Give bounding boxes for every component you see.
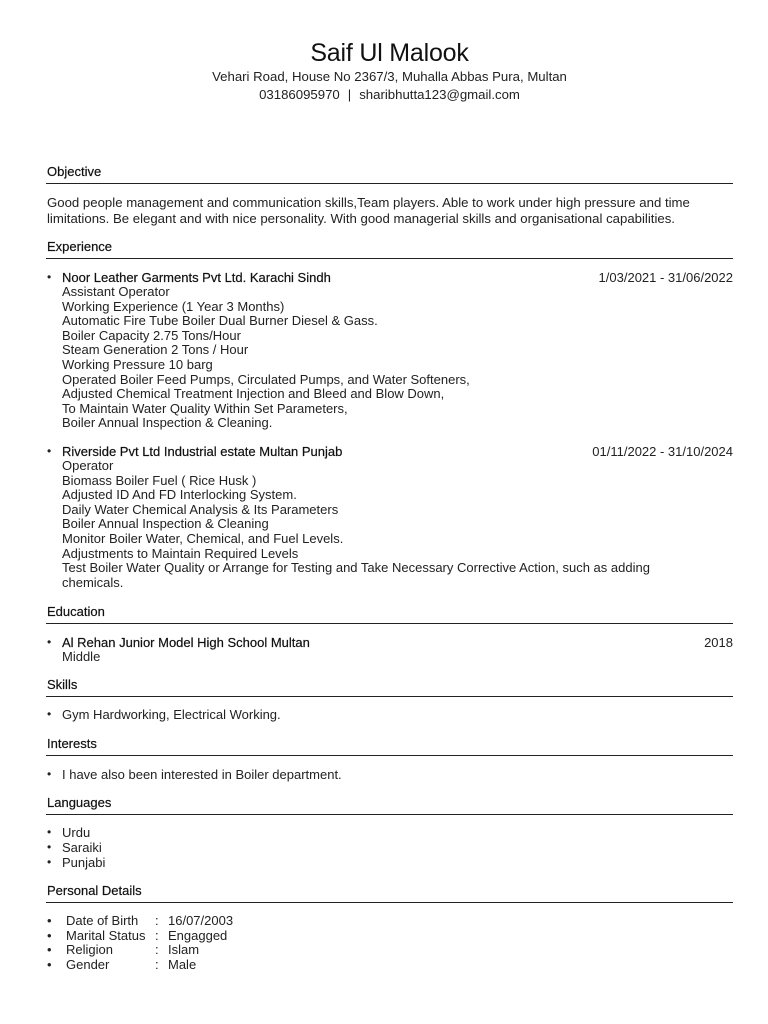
contact-separator: | bbox=[347, 87, 352, 102]
experience-heading: Experience bbox=[46, 238, 733, 259]
detail-row bbox=[46, 943, 233, 958]
detail-value: Islam bbox=[168, 942, 200, 958]
resume-page bbox=[46, 0, 733, 973]
objective-heading: Objective bbox=[46, 163, 733, 184]
detail-line: Steam Generation 2 Tons / Hour bbox=[62, 342, 249, 358]
skills-section bbox=[46, 676, 733, 722]
objective-section bbox=[46, 163, 733, 227]
experience-item bbox=[46, 270, 733, 431]
objective-text: Good people management and communication skills,Team players. Able to work under high pressure and time limitations. Be elegant and with nice personality. With good managerial skills and organisational capabilities. bbox=[47, 195, 690, 226]
contact-info bbox=[46, 86, 733, 104]
detail-label: Gender bbox=[66, 956, 110, 972]
candidate-name: Saif Ul Malook bbox=[310, 39, 469, 67]
detail-value: 16/07/2003 bbox=[168, 912, 234, 928]
detail-colon: : bbox=[155, 956, 159, 972]
detail-line: Operated Boiler Feed Pumps, Circulated Pumps, and Water Softeners, bbox=[62, 371, 470, 387]
experience-item bbox=[46, 444, 733, 590]
experience-employer: • Noor Leather Garments Pvt Ltd. Karachi Sindh bbox=[62, 270, 331, 285]
education-year: 2018 bbox=[704, 635, 733, 651]
detail-line: Operator bbox=[62, 457, 114, 473]
detail-label: Religion bbox=[66, 942, 113, 958]
bullet: • bbox=[47, 956, 52, 972]
bullet: • bbox=[47, 942, 52, 958]
detail-value: Male bbox=[168, 956, 197, 972]
skill-item: • Gym Hardworking, Electrical Working. bbox=[46, 707, 733, 722]
interests-heading: Interests bbox=[46, 735, 733, 756]
education-section bbox=[46, 603, 733, 665]
detail-row bbox=[46, 958, 233, 973]
bullet: • bbox=[47, 927, 52, 943]
detail-colon: : bbox=[155, 912, 159, 928]
education-level: Middle bbox=[62, 649, 101, 665]
detail-line: chemicals. bbox=[62, 574, 124, 590]
detail-line: Boiler Annual Inspection & Cleaning. bbox=[62, 415, 273, 431]
detail-label: Date of Birth bbox=[66, 912, 139, 928]
detail-value: Engagged bbox=[168, 927, 228, 943]
detail-colon: : bbox=[155, 942, 159, 958]
personal-details-heading: Personal Details bbox=[46, 882, 733, 903]
experience-section bbox=[46, 238, 733, 590]
detail-line: Daily Water Chemical Analysis & Its Parameters bbox=[62, 501, 339, 517]
detail-row bbox=[46, 929, 233, 944]
language-item: • Saraiki bbox=[46, 840, 733, 855]
detail-line: Working Pressure 10 barg bbox=[62, 356, 213, 372]
resume-header bbox=[46, 38, 733, 104]
detail-line: Automatic Fire Tube Boiler Dual Burner Diesel & Gass. bbox=[62, 313, 378, 329]
interest-item: • I have also been interested in Boiler department. bbox=[46, 767, 733, 782]
personal-details-table bbox=[46, 914, 233, 973]
detail-line: Monitor Boiler Water, Chemical, and Fuel Levels. bbox=[62, 530, 344, 546]
detail-row bbox=[46, 914, 233, 929]
detail-line: Test Boiler Water Quality or Arrange for Testing and Take Necessary Corrective Action, such as adding bbox=[62, 560, 650, 576]
experience-details bbox=[62, 285, 733, 431]
address: Vehari Road, House No 2367/3, Muhalla Abbas Pura, Multan bbox=[212, 69, 567, 84]
education-heading: Education bbox=[46, 603, 733, 624]
detail-line: To Maintain Water Quality Within Set Parameters, bbox=[62, 400, 348, 416]
detail-label: Marital Status bbox=[66, 927, 146, 943]
experience-employer: • Riverside Pvt Ltd Industrial estate Multan Punjab bbox=[62, 443, 343, 459]
skills-heading: Skills bbox=[46, 676, 733, 697]
experience-dates: 1/03/2021 - 31/06/2022 bbox=[598, 270, 733, 285]
detail-line: Boiler Annual Inspection & Cleaning bbox=[62, 516, 269, 532]
detail-line: Boiler Capacity 2.75 Tons/Hour bbox=[62, 327, 241, 343]
languages-heading: Languages bbox=[46, 794, 733, 815]
email-address: sharibhutta123@gmail.com bbox=[359, 87, 520, 102]
detail-line: Assistant Operator bbox=[62, 284, 170, 299]
language-item: • Urdu bbox=[46, 825, 733, 840]
detail-line: Biomass Boiler Fuel ( Rice Husk ) bbox=[62, 472, 257, 488]
interests-section bbox=[46, 735, 733, 782]
education-details bbox=[62, 650, 733, 665]
phone-number: 03186095970 bbox=[259, 87, 340, 102]
experience-details bbox=[62, 459, 733, 590]
language-item: • Punjabi bbox=[46, 855, 733, 870]
detail-line: Adjusted ID And FD Interlocking System. bbox=[62, 487, 297, 503]
bullet: • bbox=[47, 912, 52, 928]
school-name: • Al Rehan Junior Model High School Multan bbox=[62, 635, 310, 651]
detail-line: Adjusted Chemical Treatment Injection and Bleed and Blow Down, bbox=[62, 386, 445, 402]
languages-section bbox=[46, 794, 733, 870]
detail-colon: : bbox=[155, 927, 159, 943]
detail-line: Adjustments to Maintain Required Levels bbox=[62, 545, 299, 561]
detail-line: Working Experience (1 Year 3 Months) bbox=[62, 298, 285, 314]
experience-dates: 01/11/2022 - 31/10/2024 bbox=[592, 443, 733, 459]
personal-details-section bbox=[46, 882, 733, 973]
education-item bbox=[46, 635, 733, 665]
